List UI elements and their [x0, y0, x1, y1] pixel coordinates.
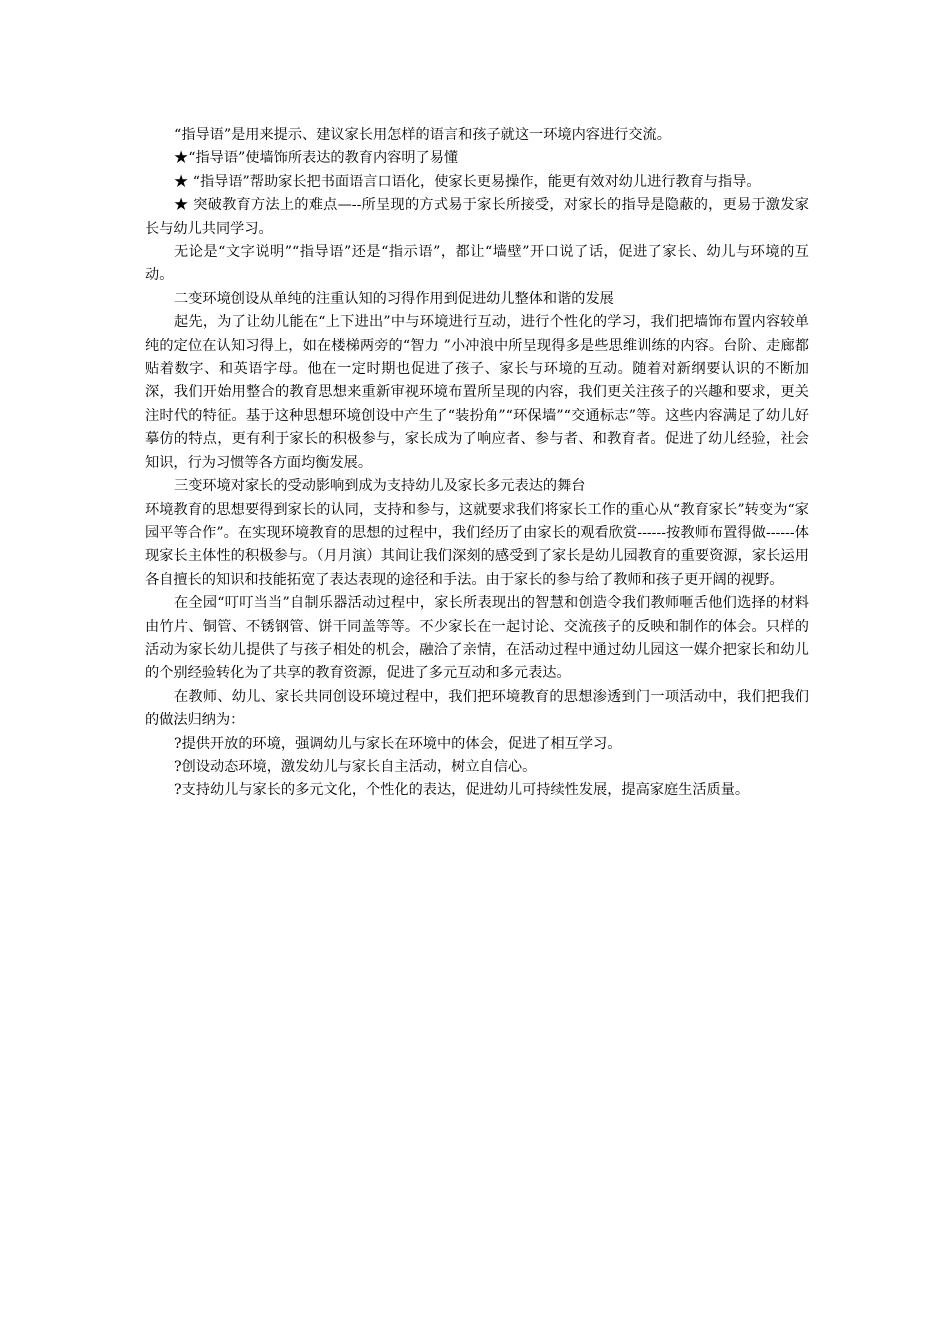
- paragraph-wall-talk: 无论是“文字说明”“指导语”还是“指示语”，都让“墙壁”开口说了话，促进了家长、幼儿与环境的互动。: [145, 244, 809, 284]
- paragraph-star-point-2: ★ “指导语”帮助家长把书面语言口语化，使家长更易操作，能更有效对幼儿进行教育与指导。: [174, 173, 761, 190]
- paragraph-cognition: 起先，为了让幼儿能在“上下进出”中与环境进行互动，进行个性化的学习，我们把墙饰布置内容较单纯的定位在认知习得上，如在楼梯两旁的“智力 ”小冲浪中所呈现得多是些思维训练的内容。台阶、走廊都贴着数字、和英语字母。他在一定时期也促进了孩子、家长与环境的互动。随着对新纲要认识的不断加深，我们开始用整合的教育思想来重新审视环境布置所呈现的内容，我们更关注孩子的兴趣和要求，更关注时代的特征。基于这种思想环境创设中产生了“装扮角”“环保墙”“交通标志”等。这些内容满足了幼儿好摹仿的特点，更有利于家长的积极参与，家长成为了响应者、参与者、和教育者。促进了幼儿经验，社会知识，行为习惯等各方面均衡发展。: [145, 314, 809, 471]
- list-item-open-environment: ?提供开放的环境，强调幼儿与家长在环境中的体会，促进了相互学习。: [174, 735, 622, 752]
- paragraph-instrument-activity: 在全园“叮叮当当”自制乐器活动过程中，家长所表现出的智慧和创造令我们教师咂舌他们选择的材料由竹片、铜管、不锈钢管、饼干同盖等等。不少家长在一起讨论、交流孩子的反映和制作的体会。只样的活动为家长幼儿提供了与孩子相处的机会，融洽了亲情，在活动过程中通过幼儿园这一媒介把家长和幼儿的个别经验转化为了共享的教育资源，促进了多元互动和多元表达。: [145, 595, 809, 682]
- section-heading-2: 二变环境创设从单纯的注重认知的习得作用到促进幼儿整体和谐的发展: [174, 290, 614, 307]
- paragraph-summary-intro: 在教师、幼儿、家长共同创设环境过程中，我们把环境教育的思想渗透到门一项活动中，我们把我们的做法归纳为：: [145, 688, 809, 729]
- paragraph-guide-definition: “指导语”是用来提示、建议家长用怎样的语言和孩子就这一环境内容进行交流。: [174, 127, 671, 143]
- paragraph-star-point-1: ★“指导语”使墙饰所表达的教育内容明了易懂: [174, 150, 459, 167]
- list-item-dynamic-environment: ?创设动态环境，激发幼儿与家长自主活动，树立自信心。: [174, 758, 537, 775]
- section-heading-3: 三变环境对家长的受动影响到成为支持幼儿及家长多元表达的舞台: [174, 478, 586, 495]
- paragraph-star-point-3: ★ 突破教育方法上的难点—--所呈现的方式易于家长所接受，对家长的指导是隐蔽的，更易于激发家长与幼儿共同学习。: [145, 197, 809, 237]
- document-body: [145, 124, 809, 803]
- list-item-multicultural: ?支持幼儿与家长的多元文化，个性化的表达，促进幼儿可持续性发展，提高家庭生活质量。: [174, 782, 750, 799]
- paragraph-parent-cooperation: 环境教育的思想要得到家长的认同，支持和参与，这就要求我们将家长工作的重心从“教育家长”转变为“家园平等合作”。在实现环境教育的思想的过程中，我们经历了由家长的观看欣赏------按教师布置得做------体现家长主体性的积极参与。（月月演）其间让我们深刻的感受到了家长是幼儿园教育的重要资源，家长运用各自擅长的知识和技能拓宽了表达表现的途径和手法。由于家长的参与给了教师和孩子更开阔的视野。: [145, 501, 809, 588]
